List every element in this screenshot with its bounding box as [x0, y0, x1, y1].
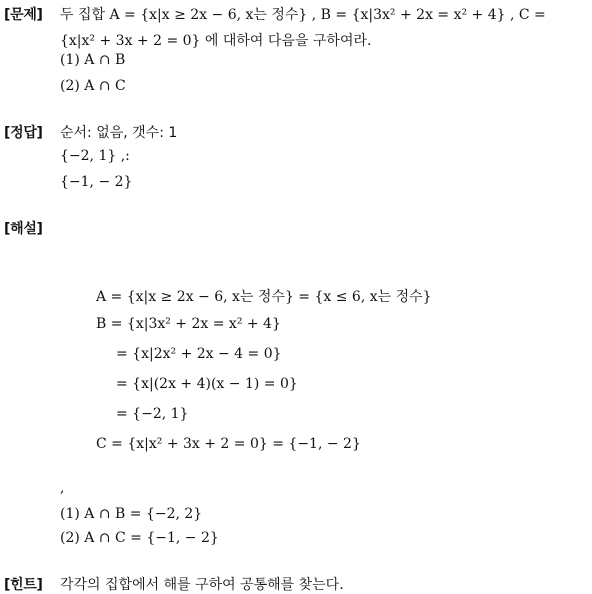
equation-b: B = {x|3x² + 2x = x² + 4}	[96, 316, 281, 332]
problem-tag: [문제]	[4, 7, 43, 23]
answer-line-2: {−2, 1} ,:	[60, 148, 130, 164]
hint-text: 각각의 집합에서 해를 구하여 공통해를 찾는다.	[60, 577, 344, 593]
problem-line-1: 두 집합 A = {x|x ≥ 2x − 6, x는 정수} , B = {x|3x² + 2x = x² + 4} , C =	[60, 7, 546, 23]
equation-a: A = {x|x ≥ 2x − 6, x는 정수} = {x ≤ 6, x는 정수}	[96, 289, 432, 305]
hint-tag: [힌트]	[4, 577, 43, 593]
question-1: (1) A ∩ B	[60, 52, 126, 68]
result-1: (1) A ∩ B = {−2, 2}	[60, 506, 203, 522]
solution-tag: [해설]	[4, 221, 43, 237]
answer-line-1: 순서: 없음, 갯수: 1	[60, 125, 178, 141]
equation-c: C = {x|x² + 3x + 2 = 0} = {−1, − 2}	[96, 436, 361, 452]
answer-tag: [정답]	[4, 125, 43, 141]
solution-comma: ,	[60, 480, 65, 496]
equation-b-step-1: = {x|2x² + 2x − 4 = 0}	[116, 346, 282, 362]
question-2: (2) A ∩ C	[60, 78, 126, 94]
answer-line-3: {−1, − 2}	[60, 174, 133, 190]
equation-b-step-2: = {x|(2x + 4)(x − 1) = 0}	[116, 376, 298, 392]
equation-b-step-3: = {−2, 1}	[116, 406, 189, 422]
result-2: (2) A ∩ C = {−1, − 2}	[60, 530, 219, 546]
problem-line-2: {x|x² + 3x + 2 = 0} 에 대하여 다음을 구하여라.	[60, 33, 372, 49]
